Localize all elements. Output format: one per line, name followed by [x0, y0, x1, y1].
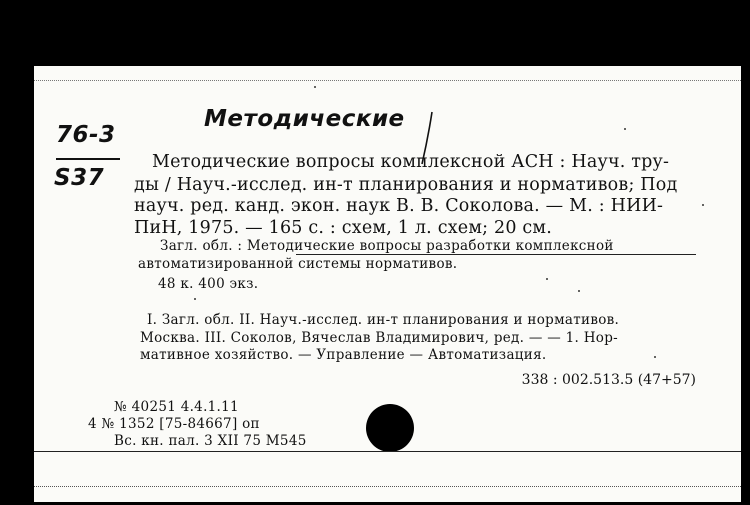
- scan-speck: [314, 86, 316, 88]
- scan-speck: [654, 356, 656, 358]
- classification-code: 338 : 002.513.5 (47+57): [521, 372, 696, 388]
- description-line-3: науч. ред. канд. экон. наук В. В. Соколова. — М. : НИИ-: [134, 196, 664, 216]
- bottom-rule-1: [34, 451, 741, 452]
- scan-speck: [578, 290, 580, 292]
- tracing-line-1: I. Загл. обл. II. Науч.-исслед. ин-т планирования и нормативов.: [147, 312, 620, 328]
- record-line-3: Вс. кн. пал. 3 XII 75 М545: [114, 433, 307, 449]
- top-dotted-rule: [34, 80, 741, 82]
- call-number-top: 76-3: [56, 122, 116, 148]
- scan-speck: [702, 204, 704, 206]
- ink-blot: [366, 404, 414, 452]
- record-line-1: № 40251 4.4.1.11: [114, 399, 239, 415]
- record-line-2: 4 № 1352 [75-84667] оп: [88, 416, 260, 432]
- description-line-2: ды / Науч.-исслед. ин-т планирования и нормативов; Под: [134, 175, 678, 195]
- note-underline: [296, 254, 696, 255]
- call-number-bottom: S37: [54, 165, 105, 191]
- tracing-line-2: Москва. III. Соколов, Вячеслав Владимирович, ред. — — 1. Нор-: [140, 330, 619, 346]
- bottom-rule-2: [34, 486, 741, 488]
- description-line-1: Методические вопросы комплексной АСН : Науч. тру-: [152, 152, 670, 172]
- scan-speck: [624, 128, 626, 130]
- tracing-line-3: мативное хозяйство. — Управление — Автоматизация.: [140, 347, 547, 363]
- scan-speck: [194, 298, 196, 300]
- handwritten-heading: Методические: [204, 106, 405, 132]
- call-number-divider: [56, 158, 120, 160]
- scan-speck: [546, 278, 548, 280]
- note-line-3: 48 к. 400 экз.: [158, 276, 259, 292]
- note-line-2: автоматизированной системы нормативов.: [138, 256, 458, 272]
- catalog-card: [34, 66, 741, 502]
- note-line-1: Загл. обл. : Методические вопросы разработки комплексной: [160, 238, 614, 254]
- description-line-4: ПиН, 1975. — 165 с. : схем, 1 л. схем; 20 см.: [134, 218, 552, 238]
